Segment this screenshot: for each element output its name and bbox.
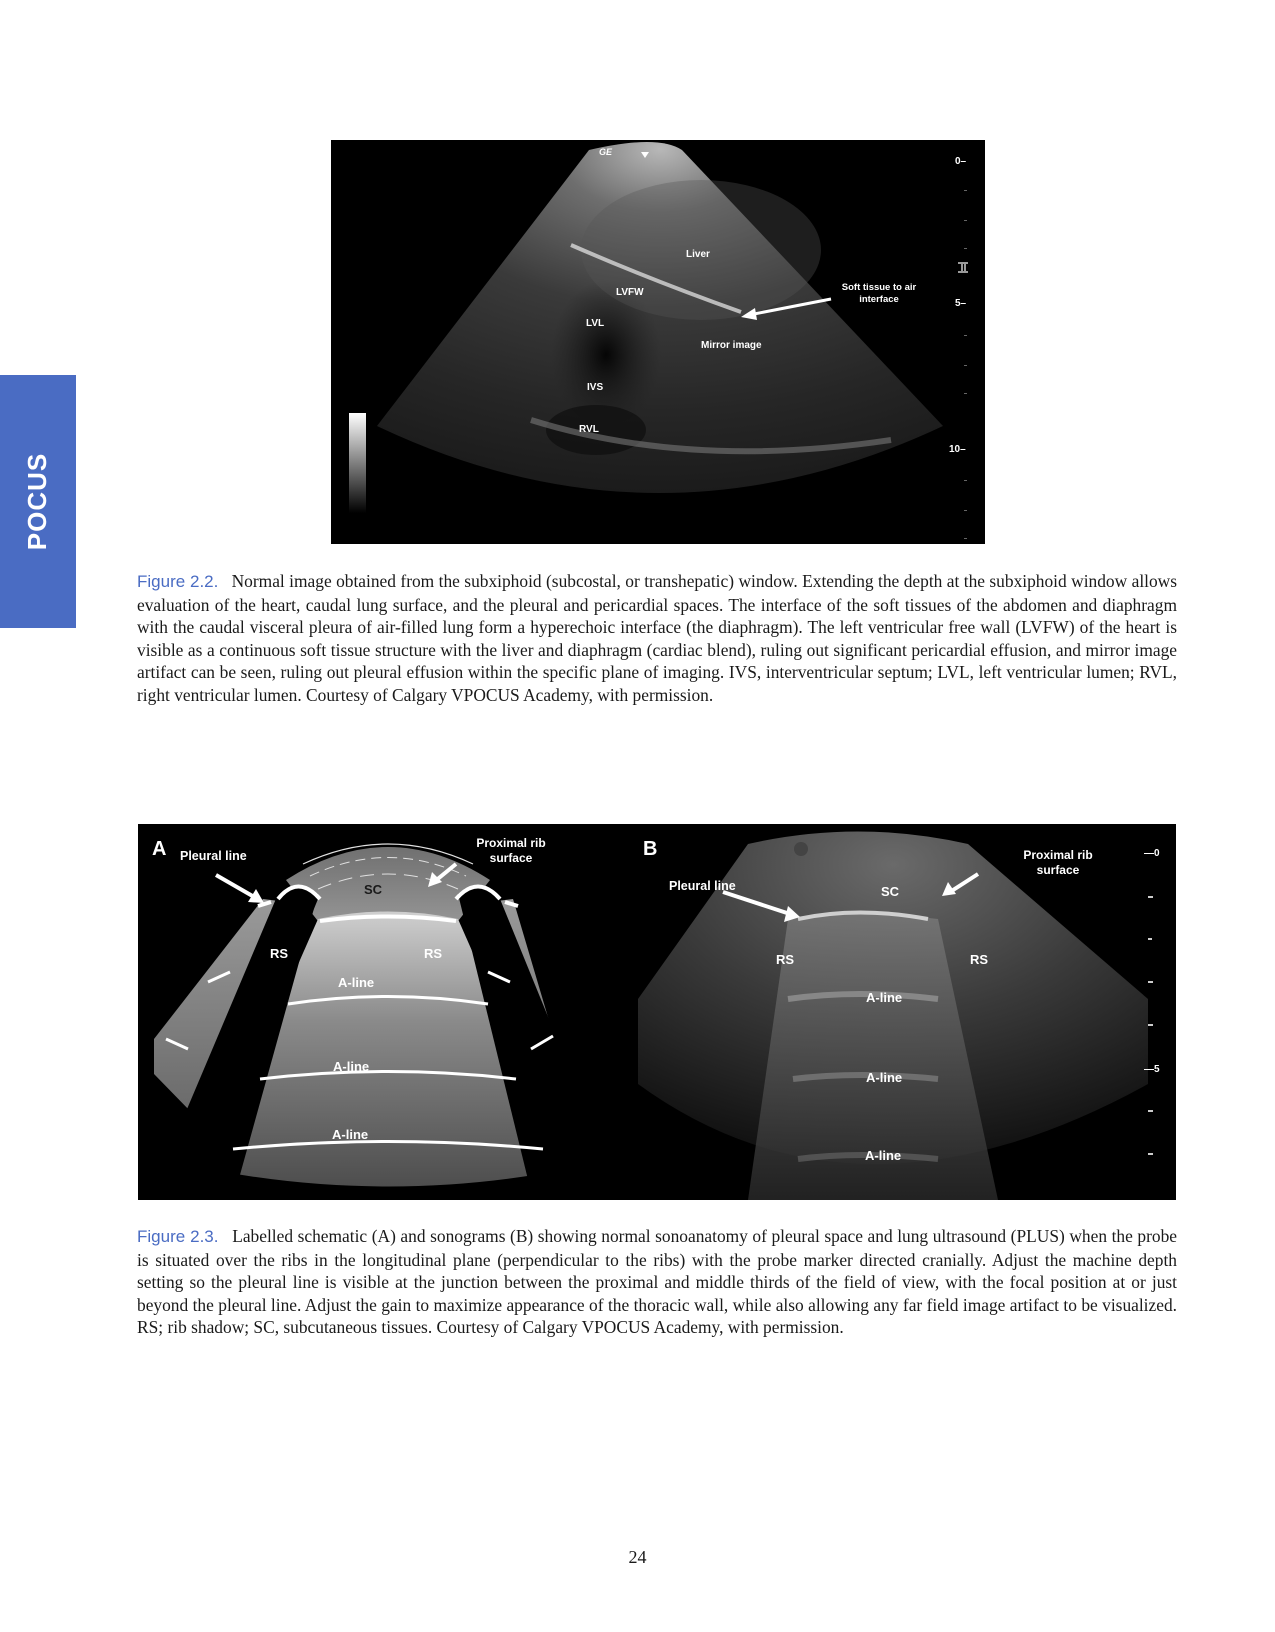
focus-marker-icon: [958, 262, 968, 273]
figure-2-3-caption: [137, 1225, 1177, 1339]
panel-b-scale-5: —5: [1144, 1064, 1160, 1075]
label-mirror-image: Mirror image: [701, 340, 762, 351]
panel-b-pleural-line-label: Pleural line: [669, 879, 736, 893]
panel-a-proximal-rib-label-2: surface: [489, 851, 533, 865]
panel-a-aline-2: A-line: [333, 1059, 370, 1074]
panel-a-pleural-line-label: Pleural line: [180, 849, 247, 863]
label-lvfw: LVFW: [616, 287, 644, 298]
panel-a-rs-right-label: RS: [424, 946, 443, 961]
depth-scale-5: 5–: [955, 298, 967, 309]
figure-2-2-image: [331, 140, 985, 544]
label-soft-tissue-line2: interface: [859, 294, 899, 305]
page-number: 24: [628, 1547, 647, 1567]
panel-b-scale-0: —0: [1144, 848, 1160, 859]
panel-a-aline-1: A-line: [338, 975, 375, 990]
panel-b-sc-label: SC: [881, 884, 900, 899]
panel-a-letter: A: [152, 838, 167, 860]
figure-2-2-label: Figure 2.2.: [137, 572, 219, 591]
figure-2-3-caption-text: Labelled schematic (A) and sonograms (B) showing normal sonoanatomy of pleural space and lung ultrasound (PLUS) when the probe is situated over the ribs in the longitudinal plane (perpendicular to the ribs) with the probe marker directed cranially. Adjust the machine depth setting so the pleural line is visible at the junction between the proximal and middle thirds of the field of view, with the focal position at or just beyond the pleural line. Adjust the gain to maximize appearance of the thoracic wall, while also allowing any far field image artifact to be visualized. RS; rib shadow; SC, subcutaneous tissues. Courtesy of Calgary VPOCUS Academy, with permission.: [137, 1226, 1178, 1338]
panel-b-rs-left-label: RS: [776, 952, 795, 967]
figure-2-3-image: [138, 824, 1176, 1200]
figure-2-2-caption: [137, 570, 1177, 707]
label-ivs: IVS: [587, 382, 604, 393]
panel-b-aline-3: A-line: [865, 1148, 902, 1163]
depth-scale-0: 0–: [955, 156, 967, 167]
probe-marker-b-icon: [794, 842, 808, 856]
label-liver: Liver: [686, 249, 710, 260]
label-lvl: LVL: [586, 318, 605, 329]
panel-b-aline-2: A-line: [866, 1070, 903, 1085]
panel-b-scale-ticks: [1148, 896, 1153, 1155]
panel-b-sonogram: [638, 832, 1160, 1201]
panel-a-proximal-rib-label-1: Proximal rib: [476, 836, 546, 850]
grayscale-bar: [349, 413, 366, 513]
figure-2-2-caption-text: Normal image obtained from the subxiphoid (subcostal, or transhepatic) window. Extending the depth at the subxiphoid window allows evaluation of the heart, caudal lung surface, and the pleural and pericardial spaces. The interface of the soft tissues of the abdomen and diaphragm with the caudal visceral pleura of air-filled lung form a hyperechoic interface (the diaphragm). The left ventricular free wall (LVFW) of the heart is visible as a continuous soft tissue structure with the liver and diaphragm (cardiac blend), ruling out significant pericardial effusion, and mirror image artifact can be seen, ruling out pleural effusion within the specific plane of imaging. IVS, interventricular septum; LVL, left ventricular lumen; RVL, right ventricular lumen. Courtesy of Calgary VPOCUS Academy, with permission.: [137, 571, 1178, 705]
section-tab-label: POCUS: [22, 452, 53, 551]
depth-scale-ticks: [964, 190, 967, 539]
panel-b-aline-1: A-line: [866, 990, 903, 1005]
panel-b-proximal-rib-label-1: Proximal rib: [1023, 848, 1093, 862]
ge-logo-label: GE: [599, 147, 613, 157]
depth-scale-10: 10–: [949, 444, 966, 455]
panel-a-rs-left-label: RS: [270, 946, 289, 961]
panel-b-rs-right-label: RS: [970, 952, 989, 967]
label-soft-tissue-line1: Soft tissue to air: [841, 282, 917, 293]
panel-b-letter: B: [643, 838, 658, 860]
panel-a-schematic: [152, 836, 608, 1200]
panel-a-sc-label: SC: [364, 882, 383, 897]
arrow-pleural-line-a: [216, 875, 256, 898]
label-rvl: RVL: [579, 424, 599, 435]
section-tab: [0, 375, 76, 628]
panel-b-proximal-rib-label-2: surface: [1036, 863, 1080, 877]
panel-a-aline-3: A-line: [332, 1127, 369, 1142]
figure-2-3-label: Figure 2.3.: [137, 1227, 219, 1246]
